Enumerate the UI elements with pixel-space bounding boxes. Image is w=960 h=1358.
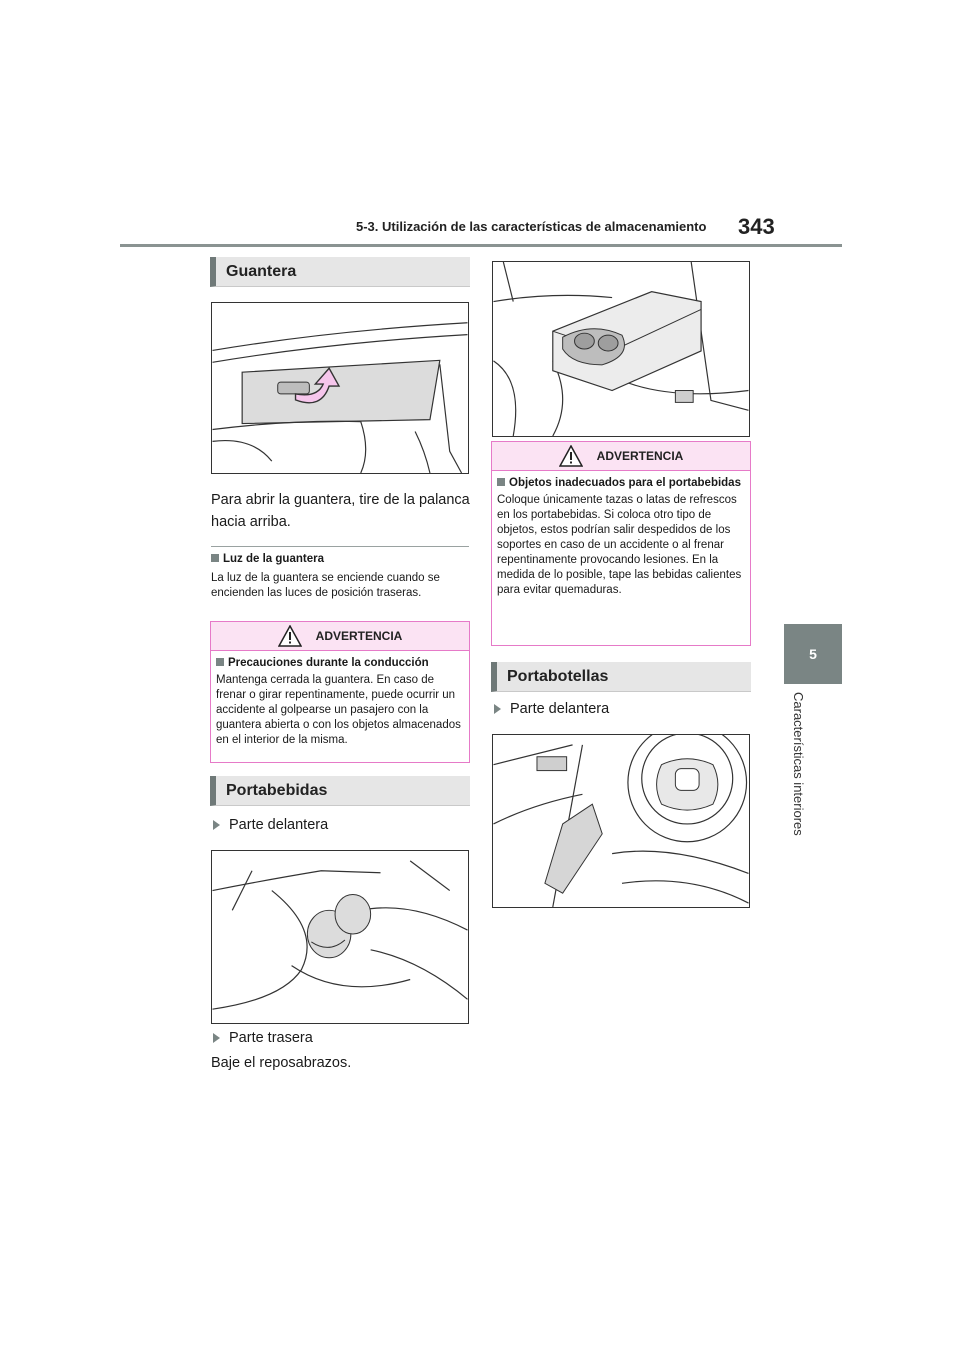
figure-front-cupholder	[211, 850, 469, 1024]
figure-rear-cupholder	[492, 261, 750, 437]
divider	[211, 546, 469, 547]
square-bullet-icon	[497, 478, 505, 486]
warning-subheading-text: Precauciones durante la conducción	[228, 657, 429, 669]
warning-header	[492, 442, 750, 471]
bottle-holder-label	[494, 698, 744, 720]
light-text: La luz de la guantera se enciende cuando se encienden las luces de posición traseras.	[211, 572, 440, 599]
light-heading-text: Luz de la guantera	[223, 553, 324, 565]
heading-guantera-text: Guantera	[226, 262, 297, 280]
warning-text: Mantenga cerrada la guantera. En caso de frenar o girar repentinamente, puede ocurrir un accidente al golpearse un pasajero con la guantera abierta o con los objetos almacenados en el interior de la misma.	[216, 674, 461, 746]
heading-guantera	[210, 257, 470, 287]
triangle-bullet-icon	[213, 1033, 220, 1043]
chapter-tab[interactable]: 5	[784, 624, 842, 684]
triangle-bullet-icon	[213, 820, 220, 830]
heading-portabebidas-text: Portabebidas	[226, 781, 328, 799]
section-title: 5-3. Utilización de las características de almacenamiento	[356, 219, 707, 234]
warning-triangle-icon	[278, 625, 302, 647]
warning-text: Coloque únicamente tazas o latas de refrescos en los portabebidas. Si coloca otro tipo de objetos, estos podrían salir despedidos de los soportes en caso de un accidente o al frenar repentinamente provocando lesiones. En la medida de lo posible, tape las bebidas calientes para evitar quemaduras.	[497, 494, 742, 596]
page-number: 343	[738, 214, 775, 239]
front-cupholder-illustration	[212, 851, 468, 1023]
front-cupholder-label-text: Parte delantera	[229, 817, 329, 833]
figure-bottle-holder	[492, 734, 750, 908]
warning-title: ADVERTENCIA	[596, 449, 684, 463]
warning-subheading	[497, 477, 744, 489]
square-bullet-icon	[211, 554, 219, 562]
chapter-label: Características interiores	[791, 692, 806, 836]
front-cupholder-label	[213, 814, 463, 836]
warning-box-cupholder	[491, 441, 751, 646]
warning-subheading	[216, 657, 463, 669]
warning-triangle-icon	[559, 445, 583, 467]
bottle-holder-illustration	[493, 735, 749, 907]
rear-cupholder-label-text: Parte trasera	[229, 1030, 313, 1046]
rear-cupholder-text: Baje el reposabrazos.	[211, 1055, 352, 1071]
square-bullet-icon	[216, 658, 224, 666]
warning-box-glovebox	[210, 621, 470, 763]
figure-glovebox	[211, 302, 469, 474]
light-heading	[211, 553, 471, 565]
heading-portabebidas	[210, 776, 470, 806]
warning-header	[211, 622, 469, 651]
warning-title: ADVERTENCIA	[315, 629, 403, 643]
rear-cupholder-illustration	[493, 262, 749, 436]
bottle-holder-label-text: Parte delantera	[510, 701, 610, 717]
rear-cupholder-label	[213, 1027, 463, 1049]
header-rule	[120, 244, 842, 247]
guantera-instruction: Para abrir la guantera, tire de la palanca hacia arriba.	[211, 492, 470, 530]
heading-portabotellas-text: Portabotellas	[507, 667, 609, 685]
warning-subheading-text: Objetos inadecuados para el portabebidas	[509, 477, 741, 489]
triangle-bullet-icon	[494, 704, 501, 714]
heading-portabotellas	[491, 662, 751, 692]
glovebox-illustration	[212, 303, 468, 473]
